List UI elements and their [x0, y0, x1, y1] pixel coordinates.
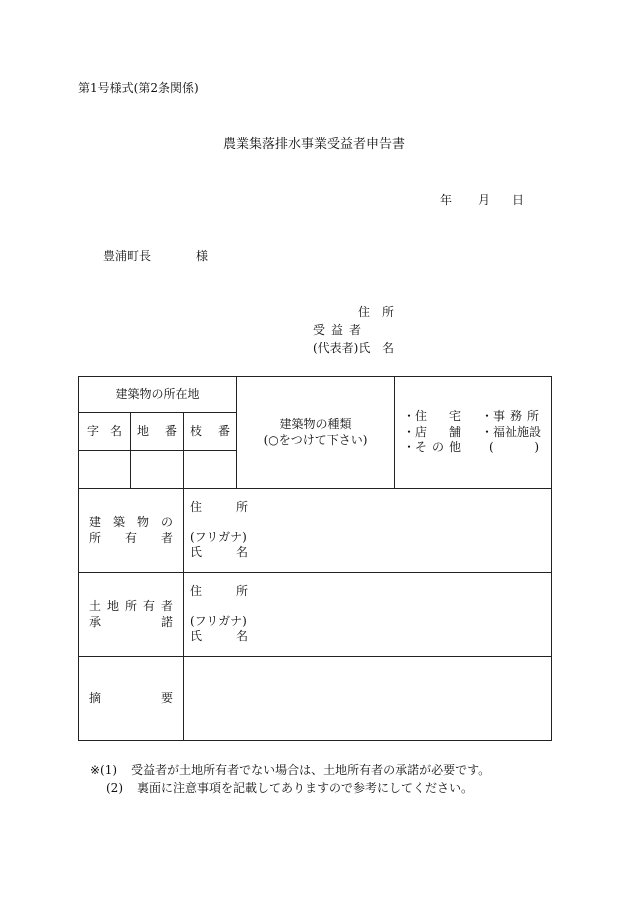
building-type-header: [237, 377, 395, 489]
remarks-field[interactable]: [184, 657, 552, 741]
note-2-mark: (2): [106, 781, 123, 795]
note-1-text: 受益者が土地所有者でない場合は、土地所有者の承諾が必要です。: [131, 763, 491, 777]
aza-name-header: 字 名: [79, 413, 131, 451]
sub-lot-number-header: 枝 番: [184, 413, 237, 451]
option-office[interactable]: ・事 務 所: [481, 409, 539, 424]
building-owner-fields[interactable]: [184, 489, 552, 573]
aza-name-field[interactable]: [79, 451, 131, 489]
landowner-furigana-label: (フリガナ): [190, 613, 247, 628]
option-store[interactable]: ・店 舗: [403, 424, 461, 439]
note-1: [90, 764, 490, 776]
page-title: 農業集落排水事業受益者申告書: [223, 137, 406, 152]
owner-address-label: 住 所: [190, 500, 248, 515]
building-type-title: 建築物の種類: [279, 416, 352, 431]
building-location-header: 建築物の所在地: [79, 377, 237, 413]
option-welfare-facility[interactable]: ・福祉施設: [481, 424, 542, 439]
landowner-name-label: 氏 名: [190, 629, 248, 644]
beneficiary-label-1: 受: [313, 323, 326, 337]
applicant-address-label-1: 住: [358, 305, 371, 319]
remarks-label: 摘 要: [79, 657, 184, 741]
application-table: [78, 376, 552, 741]
form-number: 第1号様式(第2条関係): [78, 81, 199, 95]
applicant-address-label-2: 所: [382, 305, 395, 319]
landowner-consent-label: 土 地 所 有 者 承 諾: [79, 573, 184, 657]
addressee-name: 豊浦町長: [103, 249, 152, 263]
note-1-mark: ※(1): [90, 763, 118, 777]
addressee-honorific: 様: [196, 249, 209, 263]
building-type-instruction: (○をつけて下さい): [263, 432, 368, 447]
owner-furigana-label: (フリガナ): [190, 529, 247, 544]
note-2: [106, 782, 473, 794]
beneficiary-label-2: 益: [331, 323, 344, 337]
lot-number-header: 地 番: [131, 413, 184, 451]
landowner-address-label: 住 所: [190, 584, 248, 599]
landowner-fields[interactable]: [184, 573, 552, 657]
option-residence[interactable]: ・住 宅: [403, 409, 461, 424]
building-purpose-options: [395, 377, 552, 489]
building-owner-label: 建 築 物 の 所 有 者: [79, 489, 184, 573]
date-month-label: 月: [478, 193, 491, 207]
representative-name-label: (代表者)氏: [313, 341, 371, 355]
date-line: [440, 194, 452, 206]
owner-name-label: 氏 名: [190, 545, 248, 560]
date-day-label: 日: [512, 193, 525, 207]
representative-name-label-suffix: 名: [382, 341, 395, 355]
option-other[interactable]: ・そ の 他: [403, 440, 461, 455]
sub-lot-number-field[interactable]: [184, 451, 237, 489]
note-2-text: 裏面に注意事項を記載してありますので参考にしてください。: [137, 781, 474, 795]
beneficiary-label-3: 者: [349, 323, 362, 337]
option-other-detail[interactable]: ( ): [489, 440, 539, 455]
date-year-label: 年: [440, 193, 453, 207]
lot-number-field[interactable]: [131, 451, 184, 489]
